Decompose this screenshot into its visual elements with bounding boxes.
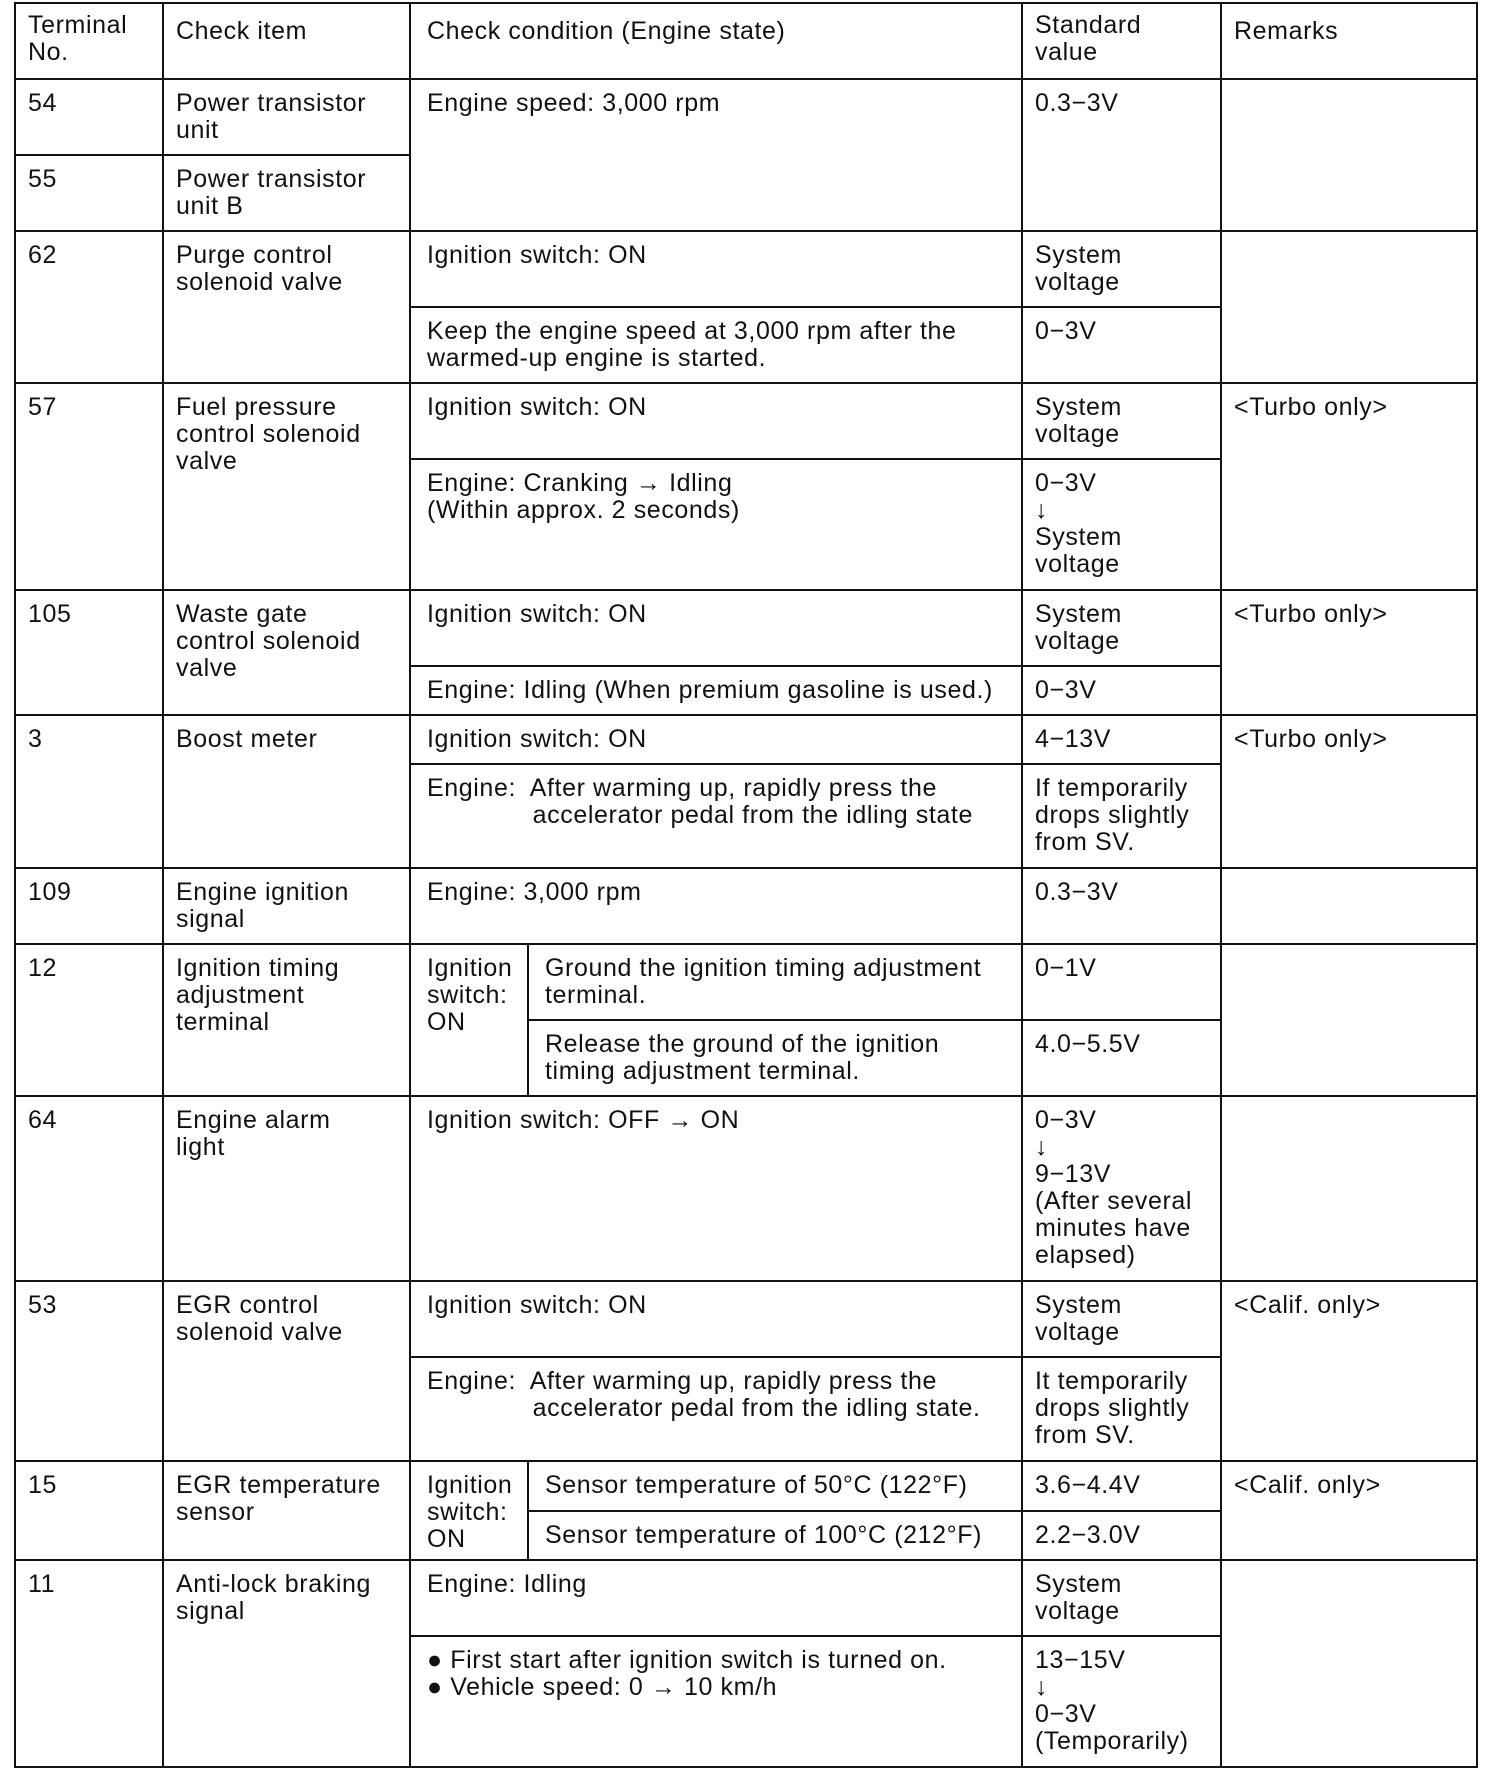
check-item: Power transistor unit B [163,155,410,231]
bullet-item: ● First start after ignition switch is turned on. [427,1646,947,1674]
ignition-switch-condition: Ignition switch: ON [410,1461,528,1560]
check-condition: Engine: Idling [410,1560,1022,1636]
check-condition: Keep the engine speed at 3,000 rpm after the warmed-up engine is started. [410,307,1022,383]
check-condition: Engine: Idling (When premium gasoline is used.) [410,666,1022,715]
header-remarks: Remarks [1221,3,1477,79]
check-condition: Engine: Cranking → Idling (Within approx. 2 seconds) [410,459,1022,590]
check-condition: Engine: After warming up, rapidly press the accelerator pedal from the idling state [410,764,1022,868]
remarks-cell [1221,79,1477,231]
standard-value: 0.3−3V [1022,79,1221,231]
standard-value: System voltage [1022,1560,1221,1636]
remarks-cell [1221,1096,1477,1281]
terminal-number: 53 [15,1281,163,1461]
remarks-cell [1221,868,1477,944]
check-condition: Ignition switch: ON [410,383,1022,459]
standard-value: It temporarily drops slightly from SV. [1022,1357,1221,1461]
remarks-cell: <Calif. only> [1221,1461,1477,1560]
standard-value: System voltage [1022,590,1221,666]
table-row [15,715,1477,764]
standard-value: 3.6−4.4V [1022,1461,1221,1511]
remarks-cell [1221,1560,1477,1767]
standard-value: 0−3V ↓ System voltage [1022,459,1221,590]
standard-value: 0.3−3V [1022,868,1221,944]
table-row [15,868,1477,944]
check-condition: Engine: After warming up, rapidly press the accelerator pedal from the idling state. [410,1357,1022,1461]
standard-value: 0−3V ↓ 9−13V (After several minutes have elapsed) [1022,1096,1221,1281]
check-condition: Sensor temperature of 50°C (122°F) [528,1461,1022,1511]
standard-value: 4.0−5.5V [1022,1020,1221,1096]
check-item: Power transistor unit [163,79,410,155]
table-row [15,1281,1477,1357]
terminal-number: 3 [15,715,163,868]
table-row [15,383,1477,459]
check-item: Purge control solenoid valve [163,231,410,383]
terminal-number: 62 [15,231,163,383]
terminal-number: 55 [15,155,163,231]
standard-value: 13−15V ↓ 0−3V (Temporarily) [1022,1636,1221,1767]
check-condition: Engine speed: 3,000 rpm [410,79,1022,231]
header-row [15,3,1477,79]
table-row [15,1560,1477,1636]
check-item: Ignition timing adjustment terminal [163,944,410,1096]
standard-value: 0−3V [1022,307,1221,383]
inspection-table-sheet [14,2,1476,1768]
terminal-number: 11 [15,1560,163,1767]
remarks-cell: <Calif. only> [1221,1281,1477,1461]
standard-value: 0−3V [1022,666,1221,715]
table-row [15,1096,1477,1281]
check-item: EGR control solenoid valve [163,1281,410,1461]
bullet-item: ● Vehicle speed: 0 → 10 km/h [427,1673,778,1701]
table-row [15,231,1477,307]
check-condition [410,1636,1022,1767]
check-condition: Engine: 3,000 rpm [410,868,1022,944]
check-item: Engine ignition signal [163,868,410,944]
terminal-number: 57 [15,383,163,590]
standard-value: If temporarily drops slightly from SV. [1022,764,1221,868]
table-row [15,944,1477,1020]
terminal-number: 105 [15,590,163,715]
check-condition: Sensor temperature of 100°C (212°F) [528,1511,1022,1561]
check-item: Anti-lock braking signal [163,1560,410,1767]
check-condition: Release the ground of the ignition timing adjustment terminal. [528,1020,1022,1096]
check-condition: Ignition switch: OFF → ON [410,1096,1022,1281]
ignition-switch-condition: Ignition switch: ON [410,944,528,1096]
check-condition: Ignition switch: ON [410,590,1022,666]
remarks-cell: <Turbo only> [1221,383,1477,590]
standard-value: System voltage [1022,383,1221,459]
header-standard-value: Standard value [1022,3,1221,79]
remarks-cell [1221,231,1477,383]
standard-value: 0−1V [1022,944,1221,1020]
header-check-item: Check item [163,3,410,79]
remarks-cell: <Turbo only> [1221,590,1477,715]
terminal-number: 54 [15,79,163,155]
check-item: EGR temperature sensor [163,1461,410,1560]
check-condition: Ignition switch: ON [410,1281,1022,1357]
table-row [15,590,1477,666]
terminal-number: 64 [15,1096,163,1281]
check-item: Boost meter [163,715,410,868]
standard-value: 4−13V [1022,715,1221,764]
header-terminal-no: Terminal No. [15,3,163,79]
check-item: Engine alarm light [163,1096,410,1281]
remarks-cell [1221,944,1477,1096]
check-condition: Ground the ignition timing adjustment terminal. [528,944,1022,1020]
standard-value: 2.2−3.0V [1022,1511,1221,1561]
standard-value: System voltage [1022,1281,1221,1357]
check-condition: Ignition switch: ON [410,715,1022,764]
terminal-number: 12 [15,944,163,1096]
table-row [15,79,1477,155]
check-item: Fuel pressure control solenoid valve [163,383,410,590]
terminal-number: 15 [15,1461,163,1560]
table-row [15,1461,1477,1511]
header-check-condition: Check condition (Engine state) [410,3,1022,79]
check-item: Waste gate control solenoid valve [163,590,410,715]
check-condition: Ignition switch: ON [410,231,1022,307]
remarks-cell: <Turbo only> [1221,715,1477,868]
terminal-check-table [14,2,1478,1768]
terminal-number: 109 [15,868,163,944]
standard-value: System voltage [1022,231,1221,307]
